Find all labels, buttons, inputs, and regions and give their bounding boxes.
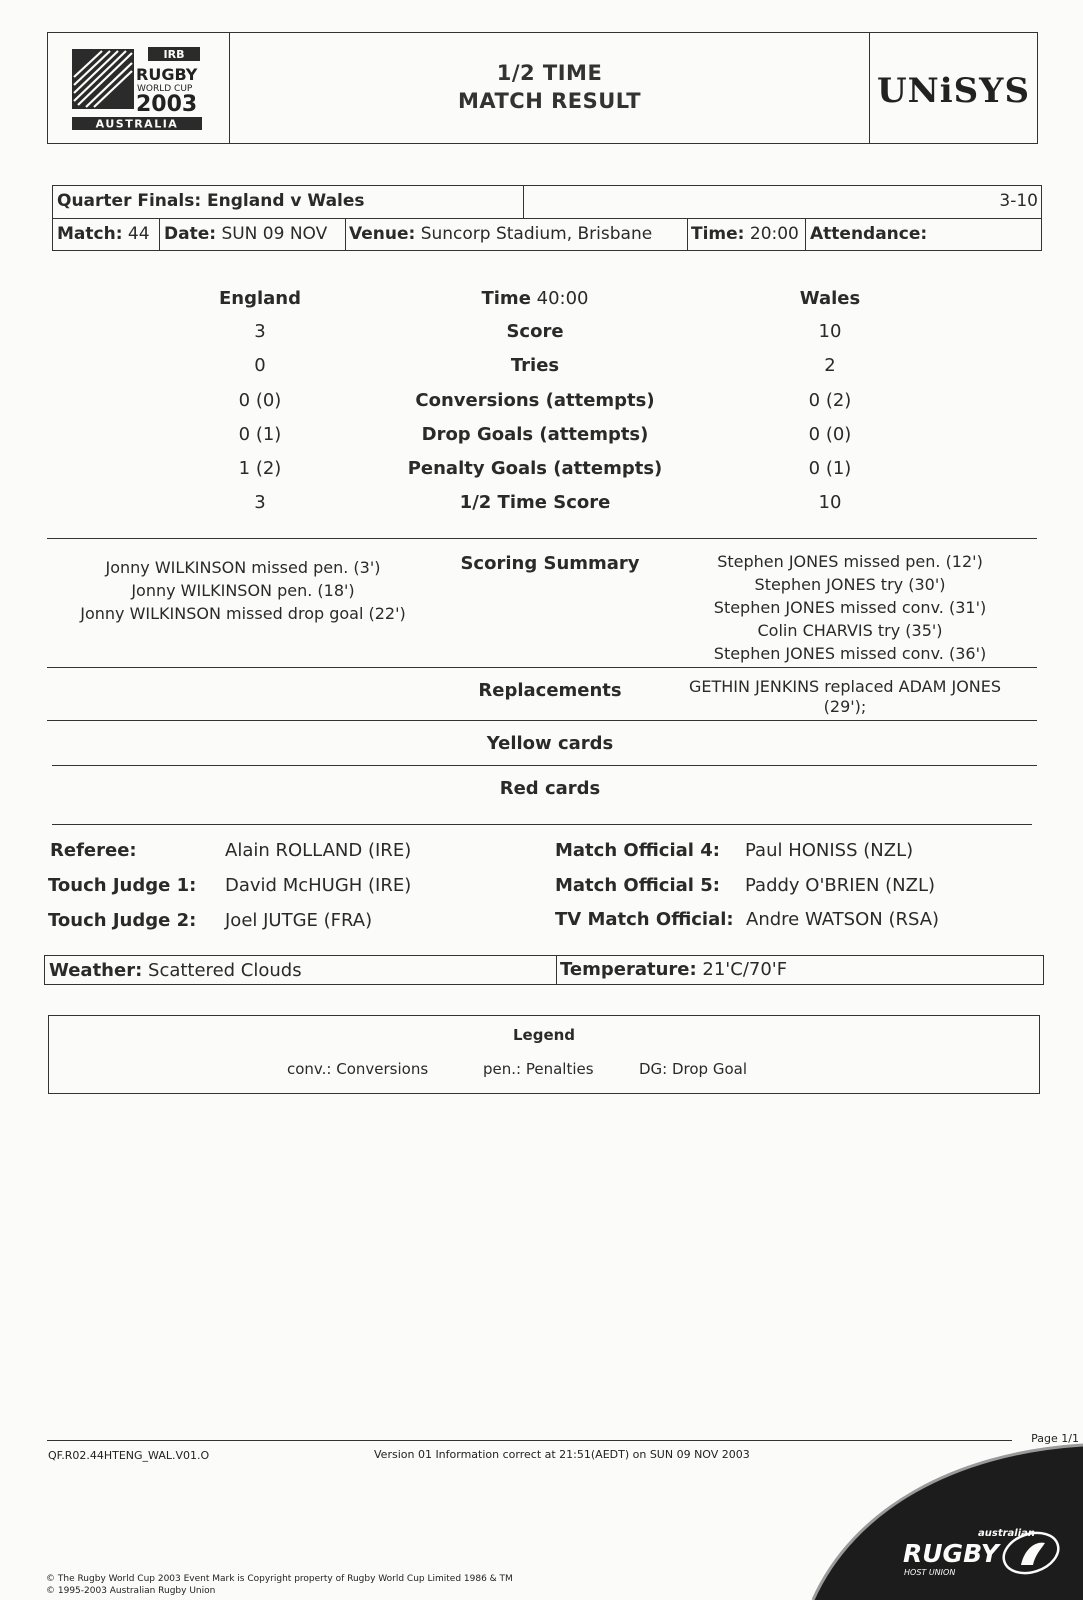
match-time (380, 288, 690, 310)
stat-label: Tries (510, 355, 560, 376)
stat-label: Conversions (attempts) (415, 390, 655, 411)
legend-item: DG: Drop Goal (639, 1060, 748, 1078)
touch-judge-1-label: Touch Judge 1: (48, 875, 197, 896)
list-item: Stephen JONES missed conv. (36') (713, 644, 987, 663)
match-official-5-label: Match Official 5: (555, 875, 720, 896)
stat-away: 0 (1) (808, 458, 852, 479)
report-header (47, 32, 1038, 144)
page-number: Page 1/1 (1031, 1432, 1079, 1445)
time-heading: Time (481, 288, 531, 309)
list-item: Jonny WILKINSON pen. (18') (131, 581, 355, 600)
match-number-label: Match: (57, 224, 123, 244)
legend-box (48, 1015, 1040, 1094)
report-title (230, 59, 869, 115)
divider (47, 538, 1037, 539)
stat-label: Score (506, 321, 564, 342)
legend-item: pen.: Penalties (483, 1060, 594, 1078)
attendance-label: Attendance: (810, 224, 928, 244)
home-scoring-list (48, 556, 438, 625)
aru-rugby-text: RUGBY (903, 1539, 999, 1568)
divider (52, 765, 1037, 766)
replacements-title: Replacements (478, 680, 622, 701)
stat-label: Penalty Goals (attempts) (407, 458, 663, 479)
legend-item: conv.: Conversions (287, 1060, 429, 1078)
copyright-line-2: © 1995-2003 Australian Rugby Union (46, 1586, 216, 1596)
date-label: Date: (164, 224, 217, 244)
sponsor-cell (869, 33, 1037, 143)
list-item: Jonny WILKINSON missed pen. (3') (105, 558, 381, 577)
touch-judge-2-label: Touch Judge 2: (48, 910, 197, 931)
stat-home: 0 (0) (238, 390, 282, 411)
divider (47, 667, 1037, 668)
match-info-row-fixture (53, 186, 1041, 219)
away-team-name: Wales (799, 288, 861, 309)
aru-sub-text: HOST UNION (904, 1568, 956, 1577)
list-item: GETHIN JENKINS replaced ADAM JONES (688, 677, 1002, 696)
tv-match-official-value: Andre WATSON (RSA) (746, 909, 940, 930)
stat-away: 2 (824, 355, 836, 376)
match-official-4-value: Paul HONISS (NZL) (745, 840, 914, 861)
divider (52, 824, 1032, 825)
match-info-row-details (53, 219, 1041, 250)
logo-country-text: AUSTRALIA (95, 117, 179, 131)
logo-year-text: 2003 (136, 92, 198, 117)
stat-home: 0 (254, 355, 266, 376)
stat-away: 10 (818, 492, 842, 513)
match-official-5-value: Paddy O'BRIEN (NZL) (745, 875, 936, 896)
stat-home: 0 (1) (238, 424, 282, 445)
venue-value: Suncorp Stadium, Brisbane (420, 224, 653, 244)
list-item: Stephen JONES missed conv. (31') (713, 598, 987, 617)
match-score: 3-10 (999, 191, 1038, 211)
conditions-box (44, 955, 1044, 985)
venue-label: Venue: (349, 224, 416, 244)
match-number-value: 44 (127, 224, 150, 244)
list-item: Stephen JONES try (30') (754, 575, 946, 594)
logo-rugby-text: RUGBY (136, 65, 198, 84)
red-cards-title: Red cards (499, 778, 601, 799)
stat-away: 0 (0) (808, 424, 852, 445)
home-team-name: England (218, 288, 301, 309)
match-official-4-label: Match Official 4: (555, 840, 720, 861)
report-title-line1: 1/2 TIME (496, 61, 603, 85)
legend-title: Legend (512, 1026, 576, 1044)
time-label: Time: (691, 224, 745, 244)
temperature-label: Temperature: (560, 959, 697, 980)
referee-label: Referee: (50, 840, 137, 861)
stat-away: 10 (818, 321, 842, 342)
date-value: SUN 09 NOV (221, 224, 328, 244)
doc-code: QF.R02.44HTENG_WAL.V01.O (48, 1449, 210, 1462)
list-item: Colin CHARVIS try (35') (757, 621, 943, 640)
stat-home: 1 (2) (238, 458, 282, 479)
logo-worldcup-text: WORLD CUP (137, 84, 193, 94)
referee-value: Alain ROLLAND (IRE) (225, 840, 412, 861)
stat-label: 1/2 Time Score (459, 492, 611, 513)
yellow-cards-title: Yellow cards (486, 733, 614, 754)
scoring-summary-title: Scoring Summary (460, 553, 640, 574)
stat-home: 3 (254, 321, 266, 342)
stat-away: 0 (2) (808, 390, 852, 411)
fixture-title: Quarter Finals: England v Wales (57, 191, 365, 211)
list-item: Jonny WILKINSON missed drop goal (22') (80, 604, 406, 623)
divider (47, 720, 1037, 721)
aru-small-text: australian (978, 1528, 1036, 1539)
rwc-logo-cell (48, 33, 230, 143)
stat-home: 3 (254, 492, 266, 513)
match-info-table (52, 185, 1042, 251)
away-scoring-list (665, 550, 1035, 665)
touch-judge-1-value: David McHUGH (IRE) (225, 875, 412, 896)
weather-label: Weather: (49, 960, 143, 981)
unisys-logo: UNiSYS (876, 71, 1031, 111)
version-info: Version 01 Information correct at 21:51(AEDT) on SUN 09 NOV 2003 (374, 1448, 750, 1461)
away-replacements (650, 677, 1040, 717)
copyright-line-1: © The Rugby World Cup 2003 Event Mark is Copyright property of Rugby World Cup Limited 1986 & TM (46, 1574, 513, 1584)
report-title-line2: MATCH RESULT (457, 89, 642, 113)
time-elapsed: 40:00 (536, 288, 589, 309)
touch-judge-2-value: Joel JUTGE (FRA) (225, 910, 373, 931)
stat-label: Drop Goals (attempts) (421, 424, 649, 445)
irb-text: IRB (163, 48, 185, 61)
temperature-value: 21'C/70'F (702, 959, 788, 980)
weather-value: Scattered Clouds (148, 960, 302, 981)
divider (523, 186, 524, 218)
time-value: 20:00 (749, 224, 799, 244)
australian-rugby-logo (783, 1425, 1083, 1600)
rwc-2003-logo (48, 33, 230, 143)
list-item: (29'); (823, 697, 867, 716)
list-item: Stephen JONES missed pen. (12') (717, 552, 983, 571)
tv-match-official-label: TV Match Official: (555, 909, 734, 930)
